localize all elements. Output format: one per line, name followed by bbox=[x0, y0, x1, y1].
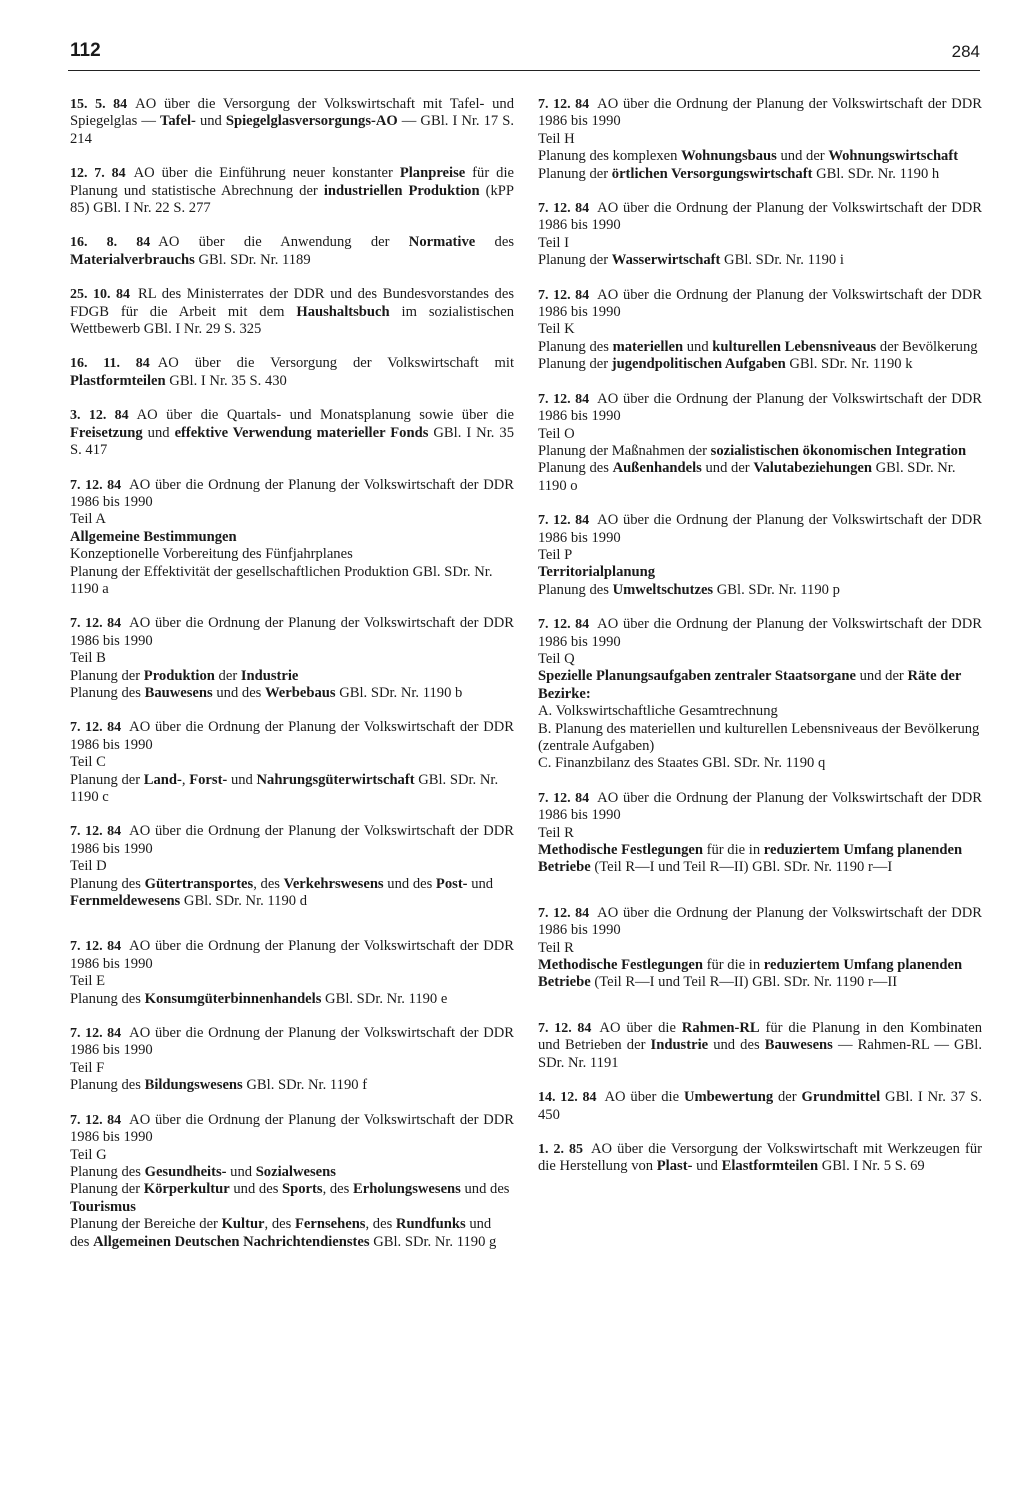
entry-line bbox=[538, 940, 982, 957]
entry-text: AO über die Ordnung der Planung der Volkswirtschaft der DDR 1986 bis 1990 bbox=[538, 286, 983, 321]
entry-keyword: Territorialplanung bbox=[538, 564, 656, 581]
entry-text: und der bbox=[776, 148, 829, 165]
entry-text: GBl. SDr. Nr. 1190 i bbox=[720, 252, 844, 269]
entry-keyword: Kultur bbox=[221, 1216, 265, 1233]
entry-keyword: Spezielle Planungsaufgaben zentraler Staatsorgane bbox=[538, 668, 856, 685]
entry-text: für die in bbox=[702, 957, 764, 974]
entry-text: AO über die bbox=[604, 1089, 684, 1106]
entry-first-line bbox=[538, 790, 982, 825]
entry-keyword: Haushaltsbuch bbox=[296, 303, 390, 320]
entry-keyword: Gesundheits- bbox=[144, 1163, 227, 1180]
entry-first-line bbox=[70, 719, 514, 754]
law-entry bbox=[70, 719, 514, 806]
entry-text: AO über die Ordnung der Planung der Volkswirtschaft der DDR 1986 bis 1990 bbox=[70, 1025, 515, 1059]
entry-text: B. Planung des materiellen und kulturellen Lebensniveaus der Bevölkerung (zentrale Aufgaben) bbox=[538, 720, 980, 754]
entry-text: , des bbox=[322, 1181, 353, 1198]
entry-text: Planung des bbox=[70, 990, 145, 1007]
law-entry bbox=[538, 287, 982, 374]
right-column bbox=[538, 96, 982, 1193]
law-entry bbox=[538, 1020, 982, 1072]
entry-keyword: Post- bbox=[435, 875, 468, 892]
entry-keyword: Grundmittel bbox=[801, 1089, 881, 1106]
law-entry bbox=[538, 200, 982, 270]
entry-line bbox=[70, 973, 514, 990]
law-entry bbox=[70, 165, 514, 217]
entry-keyword: Umbewertung bbox=[683, 1089, 774, 1106]
entry-line bbox=[70, 650, 514, 667]
law-entry bbox=[70, 407, 514, 459]
entry-text: Teil K bbox=[538, 321, 575, 338]
entry-keyword: Bauwesens bbox=[144, 684, 213, 701]
entry-keyword: Verkehrswesens bbox=[283, 875, 384, 892]
entry-text: Planung des bbox=[70, 1163, 145, 1180]
entry-keyword: Planpreise bbox=[399, 165, 466, 182]
entry-text: und des bbox=[212, 684, 266, 701]
entry-text: und bbox=[683, 338, 713, 355]
entry-keyword: Rundfunks bbox=[395, 1216, 466, 1233]
entry-first-line bbox=[538, 287, 982, 322]
entry-text: und der bbox=[855, 668, 908, 685]
entry-text: GBl. I Nr. 35 S. 417 bbox=[70, 424, 515, 459]
entry-line bbox=[70, 991, 514, 1008]
entry-text: und bbox=[142, 424, 175, 441]
entry-text: Planung des bbox=[538, 581, 613, 598]
entry-text: AO über die bbox=[599, 1019, 682, 1036]
entry-line bbox=[538, 703, 982, 720]
entry-line bbox=[538, 321, 982, 338]
entry-date: 7. 12. 84 bbox=[70, 720, 122, 736]
entry-text: (kPP 85) GBl. I Nr. 22 S. 277 bbox=[70, 182, 514, 217]
entry-keyword: Sozialwesens bbox=[255, 1163, 336, 1180]
entry-keyword: Land- bbox=[143, 771, 182, 788]
entry-date: 7. 12. 84 bbox=[538, 790, 590, 806]
entry-keyword: Fernsehens bbox=[294, 1216, 366, 1233]
entry-date: 7. 12. 84 bbox=[538, 905, 590, 921]
entry-text: GBl. SDr. Nr. 1190 b bbox=[335, 684, 463, 701]
entry-date: 7. 12. 84 bbox=[70, 939, 122, 955]
entry-line bbox=[70, 668, 514, 685]
entry-keyword: Plast- bbox=[656, 1158, 693, 1175]
entry-keyword: Umweltschutzes bbox=[612, 581, 714, 598]
entry-keyword: Freisetzung bbox=[70, 424, 143, 441]
entry-keyword: Normative bbox=[408, 234, 476, 251]
entry-text: AO über die Ordnung der Planung der Volkswirtschaft der DDR 1986 bis 1990 bbox=[70, 615, 515, 649]
entry-first-line bbox=[70, 615, 514, 650]
entry-keyword: jugendpolitischen Aufgaben bbox=[611, 356, 786, 373]
entry-keyword: Tourismus bbox=[70, 1198, 136, 1215]
entry-text: GBl. SDr. Nr. 1190 e bbox=[321, 990, 448, 1007]
entry-date: 7. 12. 84 bbox=[70, 824, 122, 840]
entry-text: Teil G bbox=[70, 1146, 107, 1163]
entry-line bbox=[538, 564, 982, 581]
law-entry bbox=[538, 1089, 982, 1124]
entry-line bbox=[538, 668, 982, 703]
entry-date: 7. 12. 84 bbox=[538, 97, 590, 112]
entry-text: GBl. SDr. Nr. 1190 d bbox=[180, 893, 308, 910]
entry-line bbox=[538, 166, 982, 183]
entry-keyword: Industrie bbox=[240, 667, 299, 684]
entry-keyword: sozialistischen ökonomischen Integration bbox=[710, 442, 967, 459]
entry-line bbox=[70, 1181, 514, 1216]
entry-text: Teil C bbox=[70, 754, 106, 771]
entry-keyword: Erholungswesens bbox=[352, 1181, 461, 1198]
law-entry bbox=[70, 234, 514, 269]
entry-text: , bbox=[181, 771, 190, 788]
entry-line bbox=[538, 842, 982, 877]
entry-text: Planung der bbox=[70, 1181, 144, 1198]
entry-text: GBl. SDr. Nr. 1190 o bbox=[538, 460, 956, 494]
entry-text: GBl. SDr. Nr. 1190 h bbox=[812, 165, 940, 182]
entry-text: (Teil R—I und Teil R—II) GBl. SDr. Nr. 1190 r—I bbox=[590, 859, 893, 876]
entry-first-line bbox=[538, 905, 982, 940]
entry-text: GBl. I Nr. 35 S. 430 bbox=[165, 372, 287, 389]
entry-date: 16. 11. 84 bbox=[70, 356, 150, 372]
entry-keyword: Allgemeine Bestimmungen bbox=[70, 528, 237, 545]
entry-text: , des bbox=[253, 875, 284, 892]
entry-line bbox=[70, 1060, 514, 1077]
entry-text: und bbox=[467, 875, 494, 892]
entry-date: 14. 12. 84 bbox=[538, 1090, 597, 1106]
entry-text: der bbox=[773, 1089, 802, 1106]
entry-first-line bbox=[70, 407, 514, 459]
entry-text: für die Planung in den Kombinaten und Betrieben der bbox=[538, 1019, 982, 1054]
law-entry bbox=[70, 615, 514, 702]
entry-text: AO über die Ordnung der Planung der Volkswirtschaft der DDR 1986 bis 1990 bbox=[70, 476, 515, 510]
entry-text: AO über die Ordnung der Planung der Volkswirtschaft der DDR 1986 bis 1990 bbox=[538, 390, 983, 425]
entry-text: A. Volkswirtschaftliche Gesamtrechnung bbox=[538, 703, 778, 720]
entry-text: , des bbox=[365, 1216, 396, 1233]
entry-text: Planung des bbox=[538, 338, 613, 355]
entry-text: Planung der bbox=[70, 667, 144, 684]
law-entry bbox=[538, 391, 982, 495]
entry-keyword: Wohnungswirtschaft bbox=[828, 148, 959, 165]
entry-date: 1. 2. 85 bbox=[538, 1141, 583, 1157]
entry-first-line bbox=[70, 823, 514, 858]
entry-date: 7. 12. 84 bbox=[70, 477, 122, 493]
entry-line bbox=[538, 356, 982, 373]
entry-line bbox=[70, 772, 514, 807]
entry-text: Teil F bbox=[70, 1059, 105, 1076]
entry-text: Planung der Maßnahmen der bbox=[538, 442, 711, 459]
entry-keyword: Spiegelglasversorgungs-AO bbox=[225, 113, 398, 130]
entry-keyword: Konsumgüterbinnenhandels bbox=[144, 990, 322, 1007]
entry-text: im sozialistischen Wettbewerb GBl. I Nr. 29 S. 325 bbox=[70, 303, 514, 338]
entry-text: Planung der bbox=[538, 165, 612, 182]
entry-text: Planung des bbox=[70, 1077, 145, 1094]
entry-first-line bbox=[538, 1020, 982, 1072]
entry-keyword: industriellen Produktion bbox=[323, 182, 480, 199]
entry-text: GBl. SDr. Nr. 1190 p bbox=[713, 581, 840, 598]
entry-keyword: Forst- bbox=[189, 771, 228, 788]
entry-keyword: Nahrungsgüterwirtschaft bbox=[256, 771, 415, 788]
entry-keyword: Rahmen-RL bbox=[681, 1019, 760, 1036]
entry-text: Teil R bbox=[538, 824, 574, 841]
entry-date: 16. 8. 84 bbox=[70, 235, 151, 251]
entry-keyword: materiellen bbox=[612, 338, 684, 355]
entry-line bbox=[538, 443, 982, 460]
law-entry bbox=[70, 1112, 514, 1251]
law-entry bbox=[538, 512, 982, 599]
entry-text: Planung der bbox=[538, 356, 612, 373]
entry-first-line bbox=[70, 477, 514, 512]
entry-line bbox=[538, 825, 982, 842]
entry-text: C. Finanzbilanz des Staates GBl. SDr. Nr. 1190 q bbox=[538, 755, 826, 772]
entry-first-line bbox=[70, 286, 514, 338]
entry-line bbox=[70, 876, 514, 911]
entry-first-line bbox=[538, 96, 982, 131]
entry-keyword: Industrie bbox=[650, 1037, 709, 1054]
entry-keyword: Räte der Bezirke: bbox=[538, 668, 962, 702]
entry-text: Teil E bbox=[70, 973, 106, 990]
page-number-right: 284 bbox=[951, 42, 980, 61]
entry-first-line bbox=[538, 616, 982, 651]
entry-date: 7. 12. 84 bbox=[538, 287, 590, 303]
entry-line bbox=[70, 546, 514, 563]
entry-text: Planung des bbox=[70, 875, 145, 892]
entry-text: Teil H bbox=[538, 130, 575, 147]
entry-text: , des bbox=[264, 1216, 295, 1233]
entry-text: GBl. SDr. Nr. 1190 f bbox=[242, 1077, 368, 1094]
entry-text: Teil O bbox=[538, 425, 575, 442]
entry-keyword: Körperkultur bbox=[143, 1181, 230, 1198]
entry-keyword: Bildungswesens bbox=[144, 1077, 243, 1094]
entry-keyword: reduziertem Umfang planenden Betriebe bbox=[538, 957, 963, 991]
entry-text: (Teil R—I und Teil R—II) GBl. SDr. Nr. 1190 r—II bbox=[590, 974, 898, 991]
entry-text: AO über die Ordnung der Planung der Volkswirtschaft der DDR 1986 bis 1990 bbox=[70, 719, 515, 753]
entry-line bbox=[70, 529, 514, 546]
entry-text: AO über die Ordnung der Planung der Volkswirtschaft der DDR 1986 bis 1990 bbox=[538, 904, 983, 939]
entry-line bbox=[70, 1077, 514, 1094]
entry-text: AO über die Ordnung der Planung der Volkswirtschaft der DDR 1986 bis 1990 bbox=[538, 200, 983, 234]
entry-text: Teil A bbox=[70, 511, 106, 528]
entry-text: und des bbox=[383, 875, 436, 892]
entry-text: Planung des bbox=[70, 684, 145, 701]
entry-keyword: Werbebaus bbox=[265, 684, 336, 701]
entry-first-line bbox=[70, 96, 514, 148]
entry-text: Planung der Bereiche der bbox=[70, 1216, 222, 1233]
entry-first-line bbox=[538, 200, 982, 235]
entry-keyword: Produktion bbox=[143, 667, 215, 684]
entry-date: 7. 12. 84 bbox=[538, 201, 590, 217]
entry-text: AO über die Versorgung der Volkswirtschaft mit bbox=[157, 355, 514, 372]
entry-text: und bbox=[227, 771, 257, 788]
entry-line bbox=[538, 148, 982, 165]
entry-date: 3. 12. 84 bbox=[70, 408, 129, 424]
law-entry bbox=[70, 823, 514, 910]
entry-line bbox=[70, 858, 514, 875]
entry-text: AO über die Einführung neuer konstanter bbox=[133, 165, 400, 182]
header-rule bbox=[68, 70, 980, 71]
law-entry bbox=[70, 938, 514, 1008]
entry-keyword: Methodische Festlegungen bbox=[538, 957, 703, 974]
entry-text: Planung des bbox=[538, 460, 613, 477]
entry-keyword: Wasserwirtschaft bbox=[611, 252, 721, 269]
entry-line bbox=[538, 547, 982, 564]
entry-date: 15. 5. 84 bbox=[70, 97, 128, 112]
entry-first-line bbox=[70, 1112, 514, 1147]
entry-text: Teil P bbox=[538, 546, 573, 563]
entry-keyword: Sports bbox=[282, 1181, 323, 1198]
entry-keyword: Tafel- bbox=[159, 113, 196, 130]
entry-first-line bbox=[70, 165, 514, 217]
entry-text: der Bevölkerung bbox=[876, 338, 978, 355]
entry-date: 7. 12. 84 bbox=[70, 1026, 122, 1042]
law-entry bbox=[538, 1141, 982, 1176]
entry-text: — GBl. I Nr. 17 S. 214 bbox=[70, 113, 515, 147]
entry-keyword: Plastformteilen bbox=[70, 372, 166, 389]
law-entry bbox=[70, 96, 514, 148]
entry-first-line bbox=[70, 938, 514, 973]
entry-text: Planung der bbox=[538, 252, 612, 269]
entry-text: AO über die Ordnung der Planung der Volkswirtschaft der DDR 1986 bis 1990 bbox=[70, 938, 515, 972]
entry-text: GBl. SDr. Nr. 1190 g bbox=[369, 1233, 497, 1250]
entry-text: Konzeptionelle Vorbereitung des Fünfjahrplanes bbox=[70, 546, 353, 563]
entry-text: und des bbox=[460, 1181, 510, 1198]
entry-line bbox=[538, 339, 982, 356]
entry-text: AO über die Anwendung der bbox=[158, 234, 409, 251]
entry-keyword: Wohnungsbaus bbox=[681, 148, 777, 165]
entry-keyword: effektive Verwendung materieller Fonds bbox=[174, 424, 429, 441]
entry-first-line bbox=[538, 1141, 982, 1176]
entry-line bbox=[538, 235, 982, 252]
entry-text: AO über die Ordnung der Planung der Volkswirtschaft der DDR 1986 bis 1990 bbox=[538, 96, 983, 130]
entry-line bbox=[538, 582, 982, 599]
entry-keyword: Gütertransportes bbox=[144, 875, 254, 892]
entry-text: Planung der Effektivität der gesellschaftlichen Produktion GBl. SDr. Nr. 1190 a bbox=[70, 563, 493, 597]
entry-line bbox=[538, 721, 982, 756]
entry-keyword: reduziertem Umfang planenden Betriebe bbox=[538, 842, 963, 876]
entry-first-line bbox=[70, 355, 514, 390]
entry-line bbox=[538, 755, 982, 772]
entry-date: 7. 12. 84 bbox=[70, 1112, 122, 1128]
entry-date: 25. 10. 84 bbox=[70, 287, 130, 303]
entry-line bbox=[70, 1147, 514, 1164]
entry-date: 7. 12. 84 bbox=[538, 513, 590, 529]
entry-text: AO über die Ordnung der Planung der Volkswirtschaft der DDR 1986 bis 1990 bbox=[70, 1111, 515, 1146]
entry-text: Planung des komplexen bbox=[538, 148, 682, 165]
entry-text: des bbox=[475, 234, 514, 251]
entry-text: GBl. SDr. Nr. 1190 k bbox=[785, 356, 913, 373]
entry-keyword: Allgemeinen Deutschen Nachrichtendienstes bbox=[93, 1233, 370, 1250]
entry-text: für die in bbox=[702, 842, 764, 859]
entry-text: der bbox=[214, 667, 241, 684]
entry-line bbox=[70, 1164, 514, 1181]
entry-keyword: Bauwesens bbox=[764, 1037, 833, 1054]
entry-text: AO über die Ordnung der Planung der Volkswirtschaft der DDR 1986 bis 1990 bbox=[538, 789, 983, 824]
entry-line bbox=[538, 651, 982, 668]
entry-text: Planung der bbox=[70, 771, 144, 788]
entry-text: Teil I bbox=[538, 234, 569, 251]
entry-line bbox=[538, 131, 982, 148]
entry-first-line bbox=[538, 391, 982, 426]
law-entry bbox=[70, 1025, 514, 1095]
entry-line bbox=[70, 754, 514, 771]
entry-keyword: Materialverbrauchs bbox=[70, 251, 195, 268]
entry-text: RL des Ministerrates der DDR und des Bundesvorstandes des FDGB für die Arbeit mit dem bbox=[70, 286, 514, 320]
entry-text: und bbox=[195, 113, 226, 130]
entry-keyword: Valutabeziehungen bbox=[753, 460, 872, 477]
entry-text: — Rahmen-RL — GBl. SDr. Nr. 1191 bbox=[538, 1037, 982, 1071]
entry-first-line bbox=[70, 1025, 514, 1060]
entry-text: Teil Q bbox=[538, 650, 575, 667]
entry-keyword: Elastformteilen bbox=[721, 1158, 819, 1175]
law-entry bbox=[538, 96, 982, 183]
entry-text: für die Planung und statistische Abrechnung der bbox=[70, 165, 514, 199]
entry-text: und des bbox=[70, 1216, 492, 1250]
entry-text: GBl. I Nr. 5 S. 69 bbox=[818, 1158, 925, 1175]
entry-keyword: Fernmeldewesens bbox=[70, 893, 181, 910]
entry-line bbox=[70, 1216, 514, 1251]
entry-first-line bbox=[538, 512, 982, 547]
entry-line bbox=[70, 564, 514, 599]
entry-text: und der bbox=[701, 460, 754, 477]
entry-text: AO über die Quartals- und Monatsplanung sowie über die bbox=[136, 407, 514, 424]
entry-text: AO über die Versorgung der Volkswirtschaft mit Tafel- und Spiegelglas — bbox=[70, 96, 515, 130]
law-entry bbox=[70, 286, 514, 338]
law-entry bbox=[70, 355, 514, 390]
entry-text: GBl. SDr. Nr. 1189 bbox=[194, 251, 311, 268]
entry-line bbox=[70, 511, 514, 528]
entry-text: AO über die Versorgung der Volkswirtschaft mit Werkzeugen für die Herstellung von bbox=[538, 1140, 983, 1175]
law-entry bbox=[538, 790, 982, 877]
entry-date: 7. 12. 84 bbox=[538, 391, 590, 407]
entry-text: und des bbox=[708, 1037, 765, 1054]
entry-line bbox=[538, 957, 982, 992]
entry-text: und bbox=[692, 1158, 722, 1175]
entry-line bbox=[538, 426, 982, 443]
entry-keyword: Außenhandels bbox=[612, 460, 702, 477]
law-entry bbox=[538, 905, 982, 992]
entry-text: GBl. I Nr. 37 S. 450 bbox=[538, 1089, 982, 1123]
entry-keyword: kulturellen Lebensniveaus bbox=[712, 338, 877, 355]
entry-text: Teil R bbox=[538, 939, 574, 956]
entry-first-line bbox=[538, 1089, 982, 1124]
entry-line bbox=[538, 460, 982, 495]
entry-date: 7. 12. 84 bbox=[538, 617, 590, 633]
entry-date: 7. 12. 84 bbox=[70, 616, 122, 632]
entry-line bbox=[70, 685, 514, 702]
page-number-left: 112 bbox=[70, 40, 101, 61]
law-entry bbox=[538, 616, 982, 773]
entry-text: AO über die Ordnung der Planung der Volkswirtschaft der DDR 1986 bis 1990 bbox=[538, 512, 983, 546]
entry-text: GBl. SDr. Nr. 1190 c bbox=[70, 771, 499, 805]
entry-text: AO über die Ordnung der Planung der Volkswirtschaft der DDR 1986 bis 1990 bbox=[70, 823, 515, 857]
entry-text: und des bbox=[229, 1181, 283, 1198]
entry-date: 7. 12. 84 bbox=[538, 1020, 592, 1036]
entry-keyword: örtlichen Versorgungswirtschaft bbox=[611, 165, 813, 182]
entry-text: Teil B bbox=[70, 650, 106, 667]
entry-text: AO über die Ordnung der Planung der Volkswirtschaft der DDR 1986 bis 1990 bbox=[538, 616, 983, 650]
entry-line bbox=[538, 252, 982, 269]
entry-text: Teil D bbox=[70, 858, 107, 875]
left-column bbox=[70, 96, 514, 1268]
entry-first-line bbox=[70, 234, 514, 269]
entry-text: und bbox=[226, 1163, 256, 1180]
entry-date: 12. 7. 84 bbox=[70, 166, 126, 182]
entry-keyword: Methodische Festlegungen bbox=[538, 842, 703, 859]
law-entry bbox=[70, 477, 514, 599]
